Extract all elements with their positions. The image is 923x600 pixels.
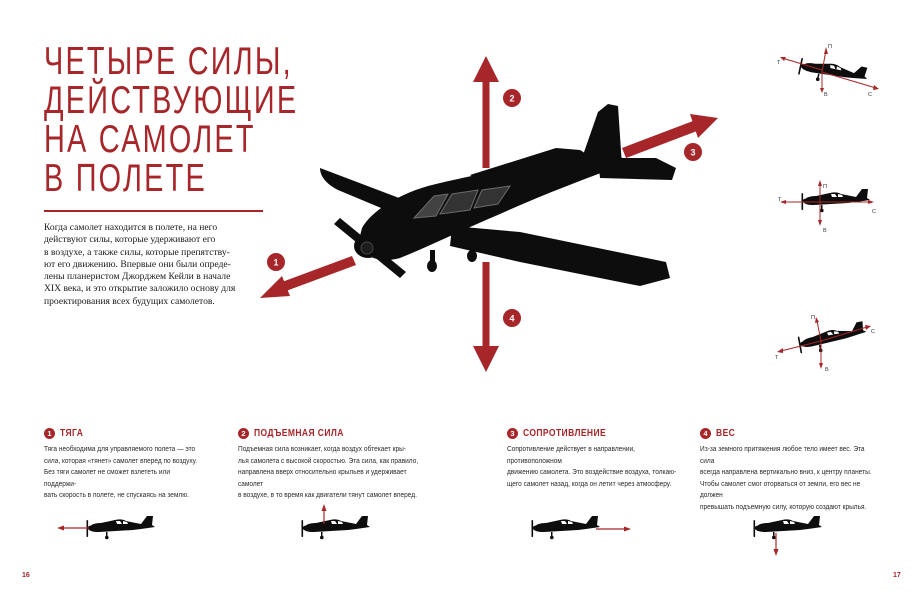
force-name: ПОДЪЕМНАЯ СИЛА <box>254 428 344 439</box>
force-description <box>44 443 203 501</box>
mini-plane-silhouette <box>797 321 869 356</box>
force-diagram-climb <box>777 44 879 98</box>
desc-line: вать скорость в полете, не спускаясь на землю. <box>44 490 189 500</box>
desc-line: сила, которая «тянет» самолет вперед по воздуху. <box>44 455 198 465</box>
desc-line: Тяга необходима для управляемого полета — это <box>44 444 196 453</box>
mini-plane-silhouette <box>532 516 601 539</box>
drag-arrow <box>622 114 718 158</box>
intro-line: в воздухе, а также силы, которые препятству- <box>44 246 230 258</box>
intro-line: лены планеристом Джорджем Кейли в начале <box>44 271 231 283</box>
title-line: ЧЕТЫРЕ СИЛЫ, <box>44 40 293 83</box>
force-number: 4 <box>700 428 711 439</box>
desc-line: щего самолет назад, когда он летит через атмосферу. <box>507 478 672 488</box>
force-thrust <box>44 428 229 501</box>
desc-line: в воздухе, в то время как двигатели тянут самолет вперед. <box>238 490 417 500</box>
intro-line: Когда самолет находится в полете, на него <box>44 222 218 233</box>
weight-mini-diagram <box>754 516 823 556</box>
page-number-right: 17 <box>893 572 901 579</box>
intro-line: проектирования всех будущих самолетов. <box>44 295 215 307</box>
desc-line: всегда направлена вертикально вниз, к центру планеты. <box>700 467 872 477</box>
force-drag <box>507 428 707 489</box>
force-number: 1 <box>44 428 55 439</box>
mini-plane-silhouette <box>754 516 823 539</box>
intro-line: действуют силы, которые удерживают его <box>44 234 216 246</box>
lift-mini-diagram <box>302 504 371 539</box>
force-name: СОПРОТИВЛЕНИЕ <box>523 428 607 439</box>
lift-arrow <box>473 56 499 168</box>
intro-line: XIX века, и это открытие заложило основу для <box>44 283 236 295</box>
desc-line: Чтобы самолет смог оторваться от земли, его вес не должен <box>700 478 861 500</box>
desc-line: превышать подъемную силу, которую создают крылья. <box>700 501 867 511</box>
mini-plane-silhouette <box>87 516 156 539</box>
mini-plane-silhouette <box>802 189 871 212</box>
desc-line: Подъемная сила возникает, когда воздух обтекает кры- <box>238 444 406 453</box>
badge-4-label: 4 <box>509 313 515 324</box>
thrust-mini-diagram <box>57 516 155 539</box>
main-airplane <box>320 104 676 286</box>
label-s: С <box>871 329 875 335</box>
force-number: 3 <box>507 428 518 439</box>
label-t: Т <box>775 355 779 361</box>
badge-2-label: 2 <box>509 93 515 104</box>
desc-line: направлена вверх относительно крыльев и удерживает самолет <box>238 467 407 488</box>
force-diagram-level <box>778 180 876 234</box>
badge-1 <box>267 253 285 271</box>
desc-line: Сопротивление действует в направлении, противоположном <box>507 444 636 465</box>
force-diagram-steep <box>775 315 875 373</box>
force-description <box>238 443 423 501</box>
label-v: В <box>825 367 829 373</box>
badge-2 <box>503 89 521 107</box>
intro-line: ют его движению. Впервые они были опреде- <box>44 258 231 270</box>
label-s: С <box>872 209 876 215</box>
title-line: В ПОЛЕТЕ <box>44 157 207 200</box>
label-p: П <box>811 315 815 321</box>
force-weight <box>700 428 910 513</box>
force-lift <box>238 428 453 501</box>
title-line: НА САМОЛЕТ <box>44 118 256 161</box>
force-name: ВЕС <box>716 428 736 439</box>
label-v: В <box>823 228 827 234</box>
force-description <box>700 443 881 513</box>
weight-arrow <box>473 262 499 372</box>
label-t: Т <box>777 60 781 66</box>
desc-line: лья самолета с высокой скоростью. Эта сила, как правило, <box>238 455 419 465</box>
label-v: В <box>824 92 828 98</box>
badge-4 <box>503 309 521 327</box>
label-t: Т <box>778 197 782 203</box>
force-description <box>507 443 679 489</box>
title-line: ДЕЙСТВУЮЩИЕ <box>44 79 299 122</box>
force-name: ТЯГА <box>60 428 84 439</box>
desc-line: Из-за земного притяжения любое тело имеет вес. Эта сила <box>700 444 865 465</box>
badge-3-label: 3 <box>690 147 696 158</box>
desc-line: движению самолета. Это воздействие воздуха, толкаю- <box>507 467 677 477</box>
mini-plane-silhouette <box>302 516 371 539</box>
desc-line: Без тяги самолет не сможет взлететь или поддержи- <box>44 467 171 488</box>
drag-mini-diagram <box>532 516 632 539</box>
label-p: П <box>823 184 827 190</box>
page-number-left: 16 <box>22 572 30 579</box>
badge-3 <box>684 143 702 161</box>
label-p: П <box>828 44 832 50</box>
badge-1-label: 1 <box>273 257 279 268</box>
force-number: 2 <box>238 428 249 439</box>
mini-plane-silhouette <box>797 54 869 91</box>
label-s: С <box>868 92 872 98</box>
